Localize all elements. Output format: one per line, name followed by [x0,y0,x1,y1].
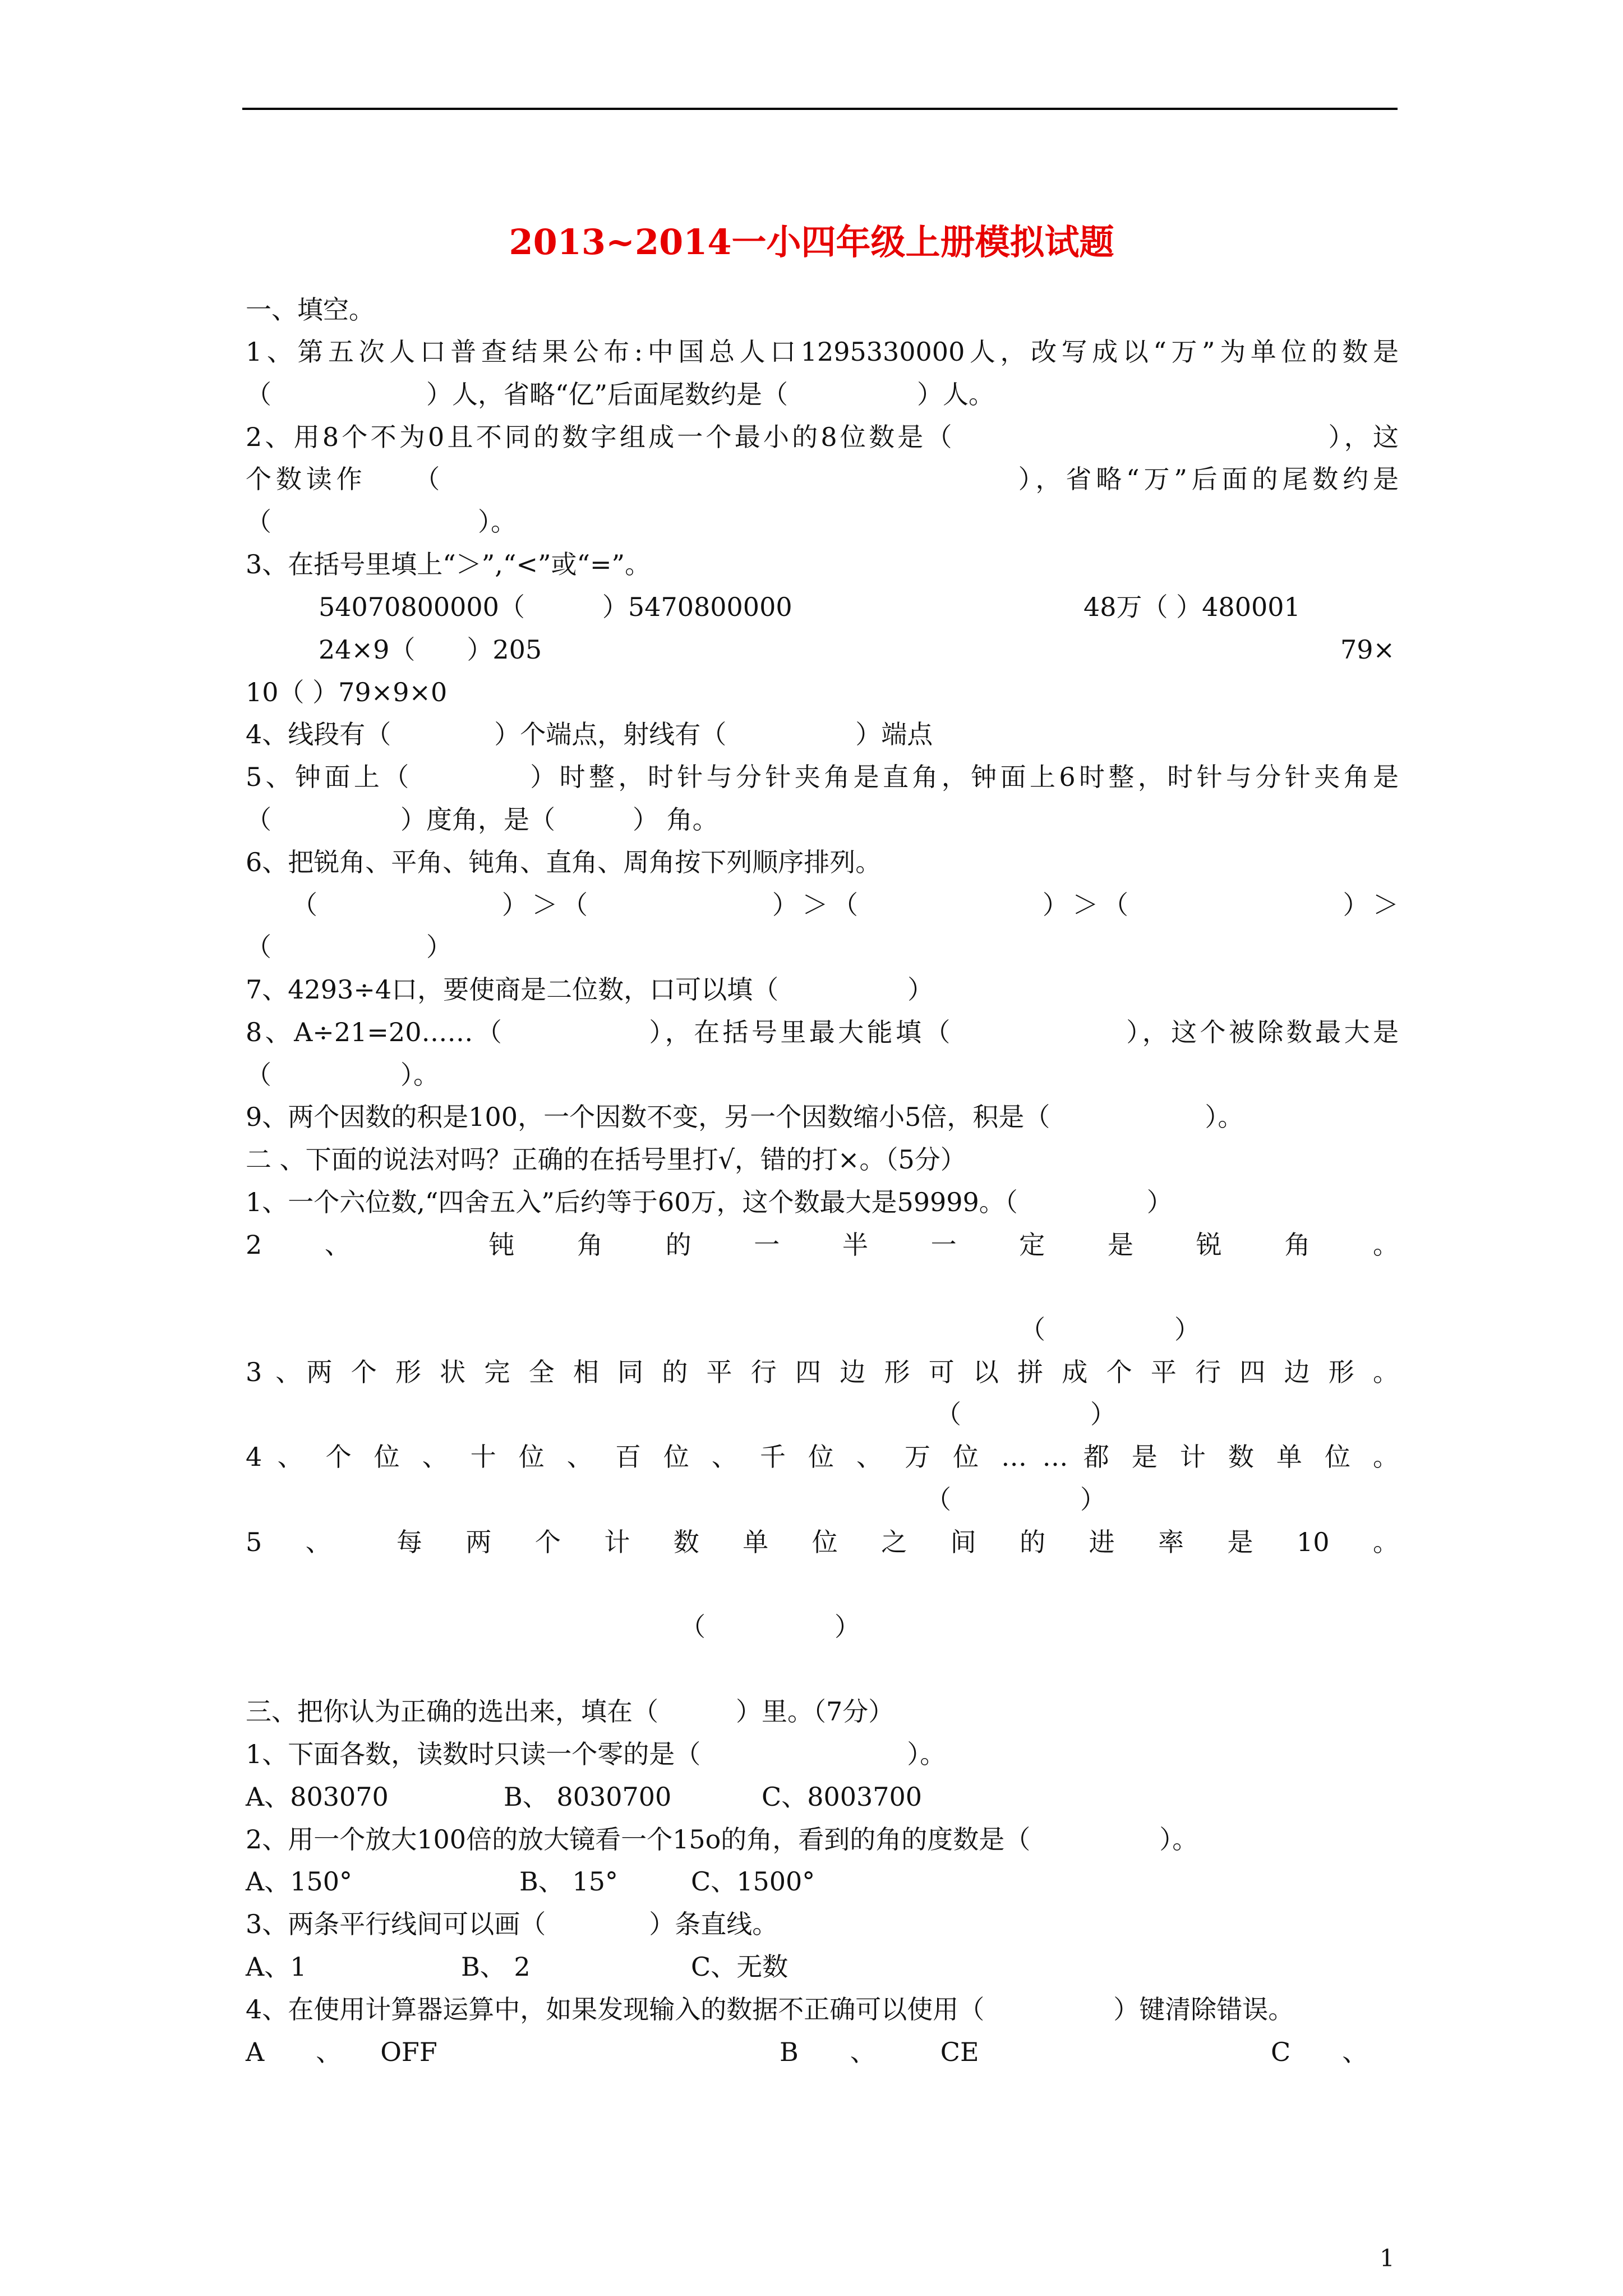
mc-q1-option-c: C、8003700 [762,1782,923,1812]
q3-compare-1: 54070800000（ ）5470800000 [319,592,792,622]
tf-q1: 1、一个六位数,“四舍五入”后约等于60万，这个数最大是59999。（ ） [246,1187,1173,1217]
mc-q4: 4、在使用计算器运算中，如果发现输入的数据不正确可以使用（ ）键清除错误。 [246,1994,1294,2024]
q3-compare-4-start: 79× [1340,634,1395,665]
mc-q2-option-b: B、 15° [519,1866,618,1897]
mc-q3-option-c: C、无数 [691,1952,789,1982]
mc-q3-option-b: B、 2 [461,1952,531,1982]
q1-line-2: （ ）人，省略“亿”后面尾数约是（ ）人。 [246,379,995,409]
q6-line-3: （ ） [246,932,452,962]
mc-q4-option-b: B 、 CE [780,2037,979,2067]
page-number: 1 [1380,2244,1395,2272]
header-rule [242,108,1398,110]
q9: 9、两个因数的积是100，一个因数不变，另一个因数缩小5倍，积是（ ）。 [246,1102,1244,1132]
q4: 4、线段有（ ）个端点，射线有（ ）端点 [246,719,933,749]
section-1-heading: 一、填空。 [246,295,375,325]
tf-q3-answer-parens: （ ） [935,1399,1116,1429]
mc-q1-option-b: B、 8030700 [504,1782,672,1812]
q6-line-2: （ ）＞（ ）＞（ ）＞（ ）＞ [292,890,1399,920]
tf-q5: 5 、 每 两 个 计 数 单 位 之 间 的 进 率 是 10 。 [246,1527,1399,1557]
page-title: 2013~2014一小四年级上册模拟试题 [509,222,1114,263]
mc-q4-option-c: C 、 [1271,2037,1368,2067]
section-3-heading: 三、把你认为正确的选出来，填在（ ）里。（7分） [246,1696,895,1727]
tf-q5-answer-parens: （ ） [680,1612,860,1642]
mc-q2-option-c: C、1500° [691,1866,815,1897]
q8-line-2: （ ）。 [246,1060,439,1090]
mc-q3-option-a: A、1 [246,1952,307,1982]
tf-q3: 3 、两 个 形 状 完 全 相 同 的 平 行 四 边 形 可 以 拼 成 个 平 行 四 边 形 。 [246,1357,1399,1387]
q3-prompt: 3、在括号里填上“＞”,“<”或“=”。 [246,549,651,579]
q6-prompt: 6、把锐角、平角、钝角、直角、周角按下列顺序排列。 [246,847,882,877]
q3-compare-3: 24×9（ ）205 [319,634,542,665]
tf-q2: 2 、 钝 角 的 一 半 一 定 是 锐 角 。 [246,1230,1399,1260]
tf-q2-answer-parens: （ ） [1020,1314,1200,1345]
tf-q4: 4 、 个 位 、 十 位 、 百 位 、 千 位 、 万 位 … … 都 是 计 数 单 位 。 [246,1442,1399,1472]
tf-q4-answer-parens: （ ） [925,1484,1106,1515]
mc-q1-option-a: A、803070 [246,1782,389,1812]
q7: 7、4293÷4口，要使商是二位数，口可以填（ ） [246,974,934,1005]
q5-line-2: （ ）度角，是（ ） 角。 [246,804,718,835]
q8-line-1: 8、A÷21=20……（ ），在括号里最大能填（ ），这个被除数最大是 [246,1017,1399,1047]
q3-compare-2: 48万（ ）480001 [1083,592,1301,622]
q1-line-1: 1、第五次人口普查结果公布:中国总人口1295330000人，改写成以“万”为单位的数是 [246,337,1399,367]
q3-compare-4-end: 10（ ）79×9×0 [246,677,448,707]
q5-line-1: 5、钟面上（ ）时整，时针与分针夹角是直角，钟面上6时整，时针与分针夹角是 [246,762,1399,792]
mc-q4-option-a: A 、 OFF [246,2037,437,2067]
q2-line-1: 2、用8个不为0且不同的数字组成一个最小的8位数是（ ），这 [246,422,1399,452]
mc-q2: 2、用一个放大100倍的放大镜看一个15o的角，看到的角的度数是（ ）。 [246,1824,1198,1855]
mc-q3: 3、两条平行线间可以画（ ）条直线。 [246,1909,778,1939]
section-2-heading: 二 、下面的说法对吗？正确的在括号里打√，错的打×。（5分） [246,1144,966,1175]
mc-q2-option-a: A、150° [246,1866,353,1897]
mc-q1: 1、下面各数，读数时只读一个零的是（ ）。 [246,1739,946,1769]
q2-line-2: 个数读作 （ ），省略“万”后面的尾数约是 [246,464,1399,494]
q2-line-3: （ ）。 [246,507,517,537]
